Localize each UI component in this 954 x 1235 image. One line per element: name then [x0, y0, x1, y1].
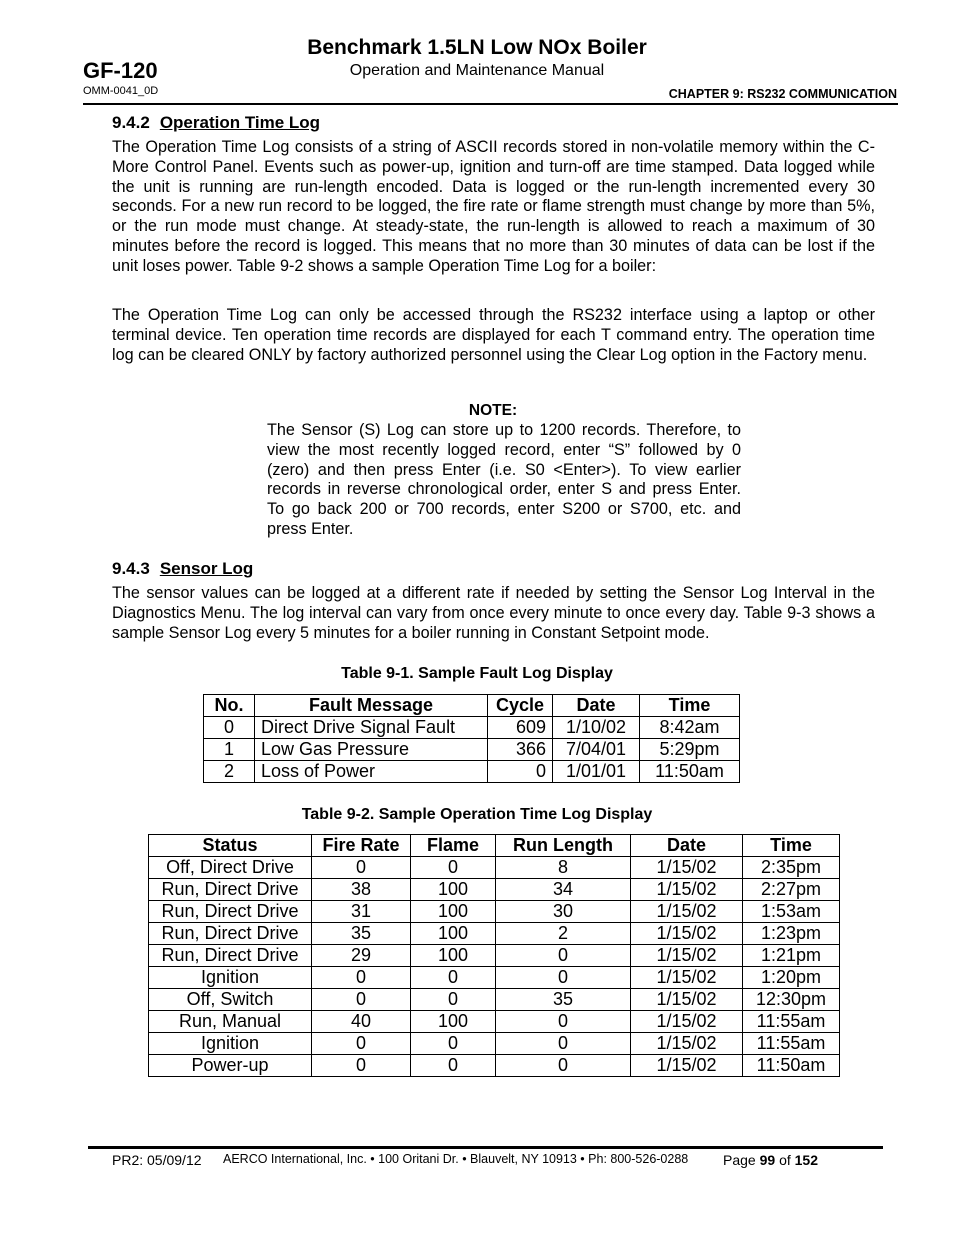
table-row: [149, 879, 840, 901]
section-title: Operation Time Log: [159, 113, 321, 132]
column-header: Time: [743, 835, 840, 857]
section-number: 9.4.3: [112, 559, 150, 578]
table-row: [149, 1033, 840, 1055]
table-cell: 0: [312, 857, 411, 879]
section-title: Sensor Log: [159, 559, 254, 578]
table-row: [149, 1055, 840, 1077]
table-cell: 0: [411, 1033, 496, 1055]
table-cell: 35: [312, 923, 411, 945]
table-cell: 8: [496, 857, 631, 879]
table-cell: 100: [411, 901, 496, 923]
table-caption: Table 9-1. Sample Fault Log Display: [341, 665, 613, 682]
table-row: [149, 923, 840, 945]
table-cell: 366: [488, 739, 553, 761]
table-cell: 0: [411, 989, 496, 1011]
table-row: [149, 989, 840, 1011]
table-cell: 11:55am: [743, 1033, 840, 1055]
note-text: The Sensor (S) Log can store up to 1200 records. Therefore, to view the most recently logged record, enter “S” followed by 0 (zero) and then press Enter (i.e. S0 <Enter>). To view earlier records in reverse chronological order, enter S and press Enter. To go back 200 or 700 records, enter S200 or S700, etc. and press Enter.: [267, 421, 741, 538]
column-header: Cycle: [488, 695, 553, 717]
operation-time-log-table: [148, 834, 840, 1077]
table-header-row: [149, 835, 840, 857]
table-cell: 100: [411, 923, 496, 945]
table-cell: 1/15/02: [631, 945, 743, 967]
table-row: [204, 739, 740, 761]
table-cell: 1/15/02: [631, 1055, 743, 1077]
table-cell: 11:50am: [743, 1055, 840, 1077]
table-cell: 12:30pm: [743, 989, 840, 1011]
table-cell: Ignition: [149, 967, 312, 989]
column-header: Time: [640, 695, 740, 717]
column-header: Date: [553, 695, 640, 717]
paragraph: The Operation Time Log can only be accessed through the RS232 interface using a laptop or other terminal device. Ten operation time records are displayed for each T command entry. The operation time log can be cleared ONLY by factory authorized personnel using the Clear Log option in the Factory menu.: [112, 306, 875, 364]
footer-divider: [88, 1146, 883, 1149]
table-cell: Off, Direct Drive: [149, 857, 312, 879]
table-cell: 1:21pm: [743, 945, 840, 967]
table-cell: 0: [312, 1055, 411, 1077]
section-number: 9.4.2: [112, 113, 150, 132]
table-cell: 1/15/02: [631, 967, 743, 989]
table-cell: 0: [411, 1055, 496, 1077]
table-cell: 31: [312, 901, 411, 923]
table-caption: Table 9-2. Sample Operation Time Log Display: [301, 806, 653, 823]
note-label: NOTE:: [468, 402, 518, 419]
table-row: [204, 761, 740, 783]
table-cell: 1/15/02: [631, 901, 743, 923]
table-row: [149, 857, 840, 879]
page-number: 99: [759, 1152, 776, 1168]
page-prefix: Page: [723, 1152, 756, 1168]
table-cell: 2: [496, 923, 631, 945]
table-cell: 5:29pm: [640, 739, 740, 761]
table-cell: 7/04/01: [553, 739, 640, 761]
table-cell: 11:50am: [640, 761, 740, 783]
column-header: No.: [204, 695, 255, 717]
column-header: Status: [149, 835, 312, 857]
table-header-row: [204, 695, 740, 717]
table-cell: 0: [496, 1033, 631, 1055]
table-cell: Ignition: [149, 1033, 312, 1055]
table-cell: Direct Drive Signal Fault: [255, 717, 488, 739]
table-cell: 100: [411, 945, 496, 967]
table-cell: 40: [312, 1011, 411, 1033]
table-cell: Run, Direct Drive: [149, 945, 312, 967]
footer-page-number: [723, 1152, 818, 1168]
table-cell: 0: [204, 717, 255, 739]
document-subtitle: Operation and Maintenance Manual: [349, 62, 605, 79]
table-cell: 30: [496, 901, 631, 923]
table-cell: Run, Direct Drive: [149, 901, 312, 923]
table-cell: 2:27pm: [743, 879, 840, 901]
column-header: Fault Message: [255, 695, 488, 717]
table-cell: 35: [496, 989, 631, 1011]
chapter-title: CHAPTER 9: RS232 COMMUNICATION: [668, 87, 897, 101]
table-row: [204, 717, 740, 739]
page-of: of: [779, 1152, 791, 1168]
table-cell: Power-up: [149, 1055, 312, 1077]
table-cell: 100: [411, 1011, 496, 1033]
table-cell: 8:42am: [640, 717, 740, 739]
table-cell: 11:55am: [743, 1011, 840, 1033]
footer-company-address: AERCO International, Inc. • 100 Oritani Dr. • Blauvelt, NY 10913 • Ph: 800-526-0288: [223, 1152, 689, 1166]
table-cell: 34: [496, 879, 631, 901]
document-title: Benchmark 1.5LN Low NOx Boiler: [307, 36, 647, 59]
table-cell: 1/15/02: [631, 1033, 743, 1055]
column-header: Fire Rate: [312, 835, 411, 857]
table-cell: 0: [488, 761, 553, 783]
table-cell: 0: [411, 857, 496, 879]
header-divider: [83, 103, 898, 105]
table-cell: 1/15/02: [631, 1011, 743, 1033]
table-cell: 1: [204, 739, 255, 761]
table-cell: Loss of Power: [255, 761, 488, 783]
table-cell: 38: [312, 879, 411, 901]
column-header: Flame: [411, 835, 496, 857]
table-cell: 1/15/02: [631, 879, 743, 901]
table-cell: 2: [204, 761, 255, 783]
table-cell: 609: [488, 717, 553, 739]
paragraph: The sensor values can be logged at a different rate if needed by setting the Sensor Log Interval in the Diagnostics Menu. The log interval can vary from once every minute to once every day. Table 9-3 shows a sample Sensor Log every 5 minutes for a boiler running in Constant Setpoint mode.: [112, 584, 875, 642]
table-cell: 1/15/02: [631, 857, 743, 879]
table-cell: Low Gas Pressure: [255, 739, 488, 761]
table-cell: 0: [312, 967, 411, 989]
fault-log-table: [203, 694, 740, 783]
table-cell: Run, Manual: [149, 1011, 312, 1033]
table-cell: Off, Switch: [149, 989, 312, 1011]
table-cell: Run, Direct Drive: [149, 879, 312, 901]
page-total: 152: [794, 1152, 818, 1168]
table-cell: 2:35pm: [743, 857, 840, 879]
table-cell: 1/10/02: [553, 717, 640, 739]
table-row: [149, 1011, 840, 1033]
table-body: [149, 857, 840, 1077]
table-cell: 0: [496, 945, 631, 967]
table-cell: 1/15/02: [631, 923, 743, 945]
table-cell: 1/15/02: [631, 989, 743, 1011]
column-header: Date: [631, 835, 743, 857]
column-header: Run Length: [496, 835, 631, 857]
table-cell: Run, Direct Drive: [149, 923, 312, 945]
table-cell: 0: [312, 1033, 411, 1055]
table-cell: 100: [411, 879, 496, 901]
table-cell: 0: [496, 1055, 631, 1077]
table-cell: 0: [312, 989, 411, 1011]
table-cell: 29: [312, 945, 411, 967]
section-heading-942: [112, 113, 320, 133]
table-cell: 0: [411, 967, 496, 989]
footer-revision: PR2: 05/09/12: [112, 1152, 202, 1168]
table-row: [149, 945, 840, 967]
document-number: OMM-0041_0D: [83, 85, 159, 97]
table-cell: 1:20pm: [743, 967, 840, 989]
section-heading-943: [112, 559, 253, 579]
model-name: GF-120: [83, 58, 158, 83]
table-row: [149, 967, 840, 989]
table-row: [149, 901, 840, 923]
table-cell: 0: [496, 1011, 631, 1033]
table-cell: 0: [496, 967, 631, 989]
table-cell: 1:23pm: [743, 923, 840, 945]
table-cell: 1:53am: [743, 901, 840, 923]
table-cell: 1/01/01: [553, 761, 640, 783]
paragraph: The Operation Time Log consists of a string of ASCII records stored in non-volatile memory within the C-More Control Panel. Events such as power-up, ignition and turn-off are time stamped. Data logged while the unit is running are run-length encoded. Data is logged or the run-length incremented every 30 seconds. For a new run record to be logged, the fire rate or flame strength must change by more than 5%, or the run mode must change. At steady-state, the run-length is allowed to reach a maximum of 30 minutes before the record is logged. This means that no more than 30 minutes of data can be lost if the unit loses power. Table 9-2 shows a sample Operation Time Log for a boiler:: [112, 138, 875, 275]
